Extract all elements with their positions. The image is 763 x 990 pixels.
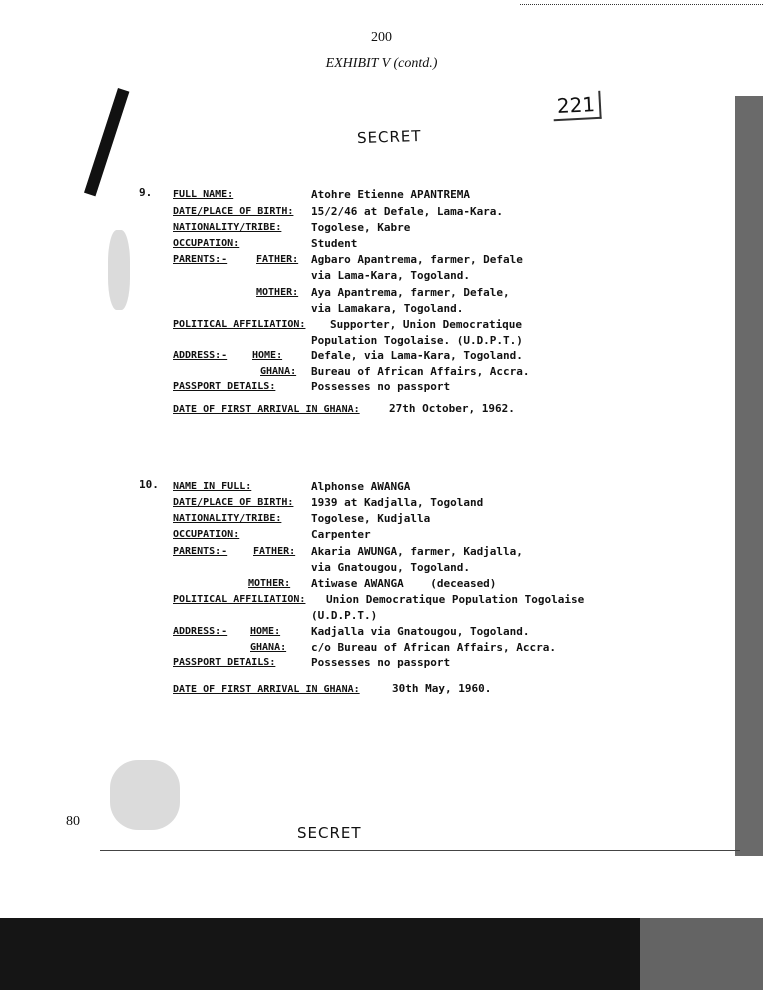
father-value: Akaria AWUNGA, farmer, Kadjalla, xyxy=(311,545,523,558)
mother-value: Aya Apantrema, farmer, Defale, xyxy=(311,286,510,299)
exhibit-caption: EXHIBIT V (contd.) xyxy=(325,56,438,71)
full-name-label: FULL NAME: xyxy=(173,189,234,200)
first-arrival-value: 27th October, 1962. xyxy=(389,402,515,415)
first-arrival-value: 30th May, 1960. xyxy=(392,682,492,695)
classification-top: SECRET xyxy=(356,126,422,148)
political-affiliation-label: POLITICAL AFFILIATION: xyxy=(173,319,306,330)
classification-bottom: SECRET xyxy=(297,824,362,842)
address-label: ADDRESS:- xyxy=(173,350,228,361)
home-value: Defale, via Lama-Kara, Togoland. xyxy=(311,349,523,362)
passport-value: Possesses no passport xyxy=(311,380,451,393)
father-value-continued: via Gnatougou, Togoland. xyxy=(311,561,470,574)
scan-shadow-left xyxy=(84,88,129,196)
nationality-value: Togolese, Kudjalla xyxy=(311,512,431,525)
political-affiliation-value: Supporter, Union Democratique xyxy=(330,318,523,331)
scan-speckle xyxy=(640,918,763,990)
occupation-value: Carpenter xyxy=(311,528,371,541)
passport-value: Possesses no passport xyxy=(311,656,451,669)
political-affiliation-label: POLITICAL AFFILIATION: xyxy=(173,594,306,605)
ghana-label: GHANA: xyxy=(260,366,297,377)
scan-edge-top xyxy=(520,0,763,5)
occupation-label: OCCUPATION: xyxy=(173,529,240,540)
address-label: ADDRESS:- xyxy=(173,626,228,637)
first-arrival-label: DATE OF FIRST ARRIVAL IN GHANA: xyxy=(173,404,360,415)
father-value: Agbaro Apantrema, farmer, Defale xyxy=(311,253,523,266)
page-bottom-rule xyxy=(100,850,740,851)
mother-label: MOTHER: xyxy=(256,287,299,298)
nationality-label: NATIONALITY/TRIBE: xyxy=(173,222,282,233)
birth-value: 1939 at Kadjalla, Togoland xyxy=(311,496,484,509)
political-affiliation-value-continued: (U.D.P.T.) xyxy=(311,609,378,622)
birth-value: 15/2/46 at Defale, Lama-Kara. xyxy=(311,205,504,218)
father-value-continued: via Lama-Kara, Togoland. xyxy=(311,269,470,282)
nationality-value: Togolese, Kabre xyxy=(311,221,411,234)
political-affiliation-value: Union Democratique Population Togolaise xyxy=(326,593,585,606)
passport-label: PASSPORT DETAILS: xyxy=(173,657,276,668)
ghana-value: Bureau of African Affairs, Accra. xyxy=(311,365,530,378)
birth-label: DATE/PLACE OF BIRTH: xyxy=(173,497,294,508)
parents-label: PARENTS:- xyxy=(173,546,228,557)
full-name-value: Alphonse AWANGA xyxy=(311,480,411,493)
ghana-value: c/o Bureau of African Affairs, Accra. xyxy=(311,641,557,654)
occupation-value: Student xyxy=(311,237,358,250)
full-name-value: Atohre Etienne APANTREMA xyxy=(311,188,470,201)
scan-margin-right xyxy=(735,96,763,856)
birth-label: DATE/PLACE OF BIRTH: xyxy=(173,206,294,217)
mother-value: Atiwase AWANGA (deceased) xyxy=(311,577,497,590)
nationality-label: NATIONALITY/TRIBE: xyxy=(173,513,282,524)
folio-number: 80 xyxy=(66,814,80,829)
scan-speckle xyxy=(110,760,180,830)
occupation-label: OCCUPATION: xyxy=(173,238,240,249)
home-label: HOME: xyxy=(252,350,283,361)
first-arrival-label: DATE OF FIRST ARRIVAL IN GHANA: xyxy=(173,684,360,695)
entry-number: 9. xyxy=(139,186,153,199)
home-label: HOME: xyxy=(250,626,281,637)
mother-label: MOTHER: xyxy=(248,578,291,589)
passport-label: PASSPORT DETAILS: xyxy=(173,381,276,392)
parents-label: PARENTS:- xyxy=(173,254,228,265)
father-label: FATHER: xyxy=(256,254,299,265)
document-stamp-number: 221 xyxy=(552,91,601,121)
father-label: FATHER: xyxy=(253,546,296,557)
ghana-label: GHANA: xyxy=(250,642,287,653)
mother-value-continued: via Lamakara, Togoland. xyxy=(311,302,464,315)
page-number: 200 xyxy=(371,30,392,45)
scan-speckle xyxy=(108,230,130,310)
entry-number: 10. xyxy=(139,478,159,491)
full-name-label: NAME IN FULL: xyxy=(173,481,252,492)
political-affiliation-value-continued: Population Togolaise. (U.D.P.T.) xyxy=(311,334,523,347)
home-value: Kadjalla via Gnatougou, Togoland. xyxy=(311,625,530,638)
